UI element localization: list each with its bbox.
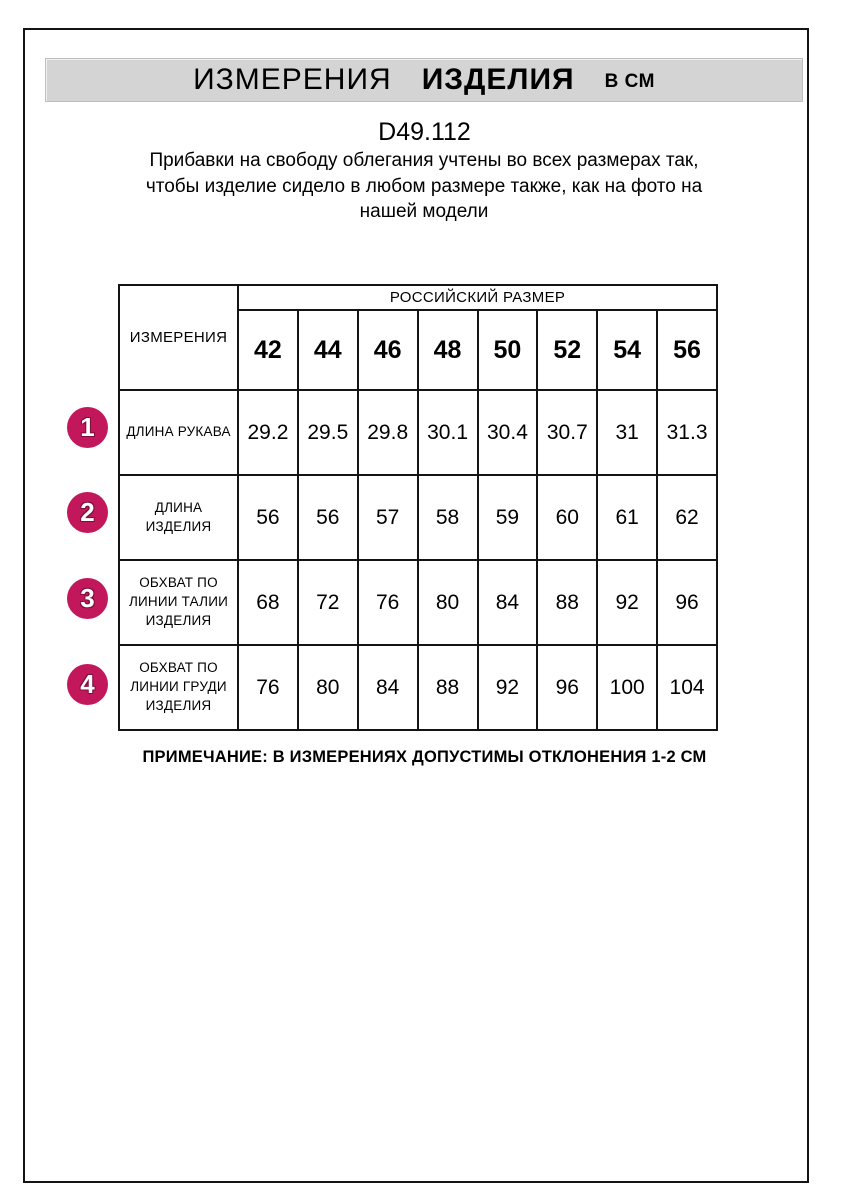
value-cell: 60 [537, 475, 597, 560]
value-cell: 59 [478, 475, 538, 560]
size-header-cell: 56 [657, 310, 717, 390]
size-header-cell: 44 [298, 310, 358, 390]
value-cell: 80 [418, 560, 478, 645]
size-table [118, 284, 718, 731]
row-number-badge-1: 1 [67, 407, 108, 448]
value-cell: 31 [597, 390, 657, 475]
model-code: D49.112 [378, 118, 471, 146]
table-row [119, 560, 717, 645]
size-header-cell: 52 [537, 310, 597, 390]
value-cell: 61 [597, 475, 657, 560]
value-cell: 92 [478, 645, 538, 730]
value-cell: 80 [298, 645, 358, 730]
page-title-unit: В СМ [604, 71, 655, 92]
value-cell: 58 [418, 475, 478, 560]
value-cell: 96 [657, 560, 717, 645]
value-cell: 104 [657, 645, 717, 730]
size-header-cell: 42 [238, 310, 298, 390]
group-header-cell: РОССИЙСКИЙ РАЗМЕР [238, 285, 717, 310]
value-cell: 29.2 [238, 390, 298, 475]
value-cell: 68 [238, 560, 298, 645]
value-cell: 56 [298, 475, 358, 560]
table-row [119, 475, 717, 560]
value-cell: 57 [358, 475, 418, 560]
size-header-cell: 54 [597, 310, 657, 390]
fit-description: Прибавки на свободу облегания учтены во всех размерах так, чтобы изделие сидело в любом размере также, как на фото на нашей модели [145, 150, 703, 223]
header-bar [45, 58, 803, 102]
value-cell: 84 [358, 645, 418, 730]
row-label: ОБХВАТ ПО ЛИНИИ ТАЛИИ ИЗДЕЛИЯ [119, 560, 238, 645]
value-cell: 31.3 [657, 390, 717, 475]
row-label: ДЛИНА РУКАВА [119, 390, 238, 475]
value-cell: 88 [537, 560, 597, 645]
tolerance-note: ПРИМЕЧАНИЕ: В ИЗМЕРЕНИЯХ ДОПУСТИМЫ ОТКЛОНЕНИЯ 1-2 СМ [142, 748, 707, 766]
value-cell: 76 [238, 645, 298, 730]
table-row [119, 390, 717, 475]
table-group-header-row [119, 285, 717, 310]
value-cell: 72 [298, 560, 358, 645]
table-row [119, 645, 717, 730]
page-title-product: ИЗДЕЛИЯ [421, 63, 575, 96]
value-cell: 84 [478, 560, 538, 645]
page-title-measurements: ИЗМЕРЕНИЯ [193, 63, 392, 96]
value-cell: 76 [358, 560, 418, 645]
value-cell: 30.4 [478, 390, 538, 475]
value-cell: 30.1 [418, 390, 478, 475]
row-label: ДЛИНА ИЗДЕЛИЯ [119, 475, 238, 560]
value-cell: 100 [597, 645, 657, 730]
value-cell: 30.7 [537, 390, 597, 475]
value-cell: 29.5 [298, 390, 358, 475]
value-cell: 96 [537, 645, 597, 730]
value-cell: 62 [657, 475, 717, 560]
value-cell: 88 [418, 645, 478, 730]
size-header-cell: 46 [358, 310, 418, 390]
value-cell: 29.8 [358, 390, 418, 475]
value-cell: 92 [597, 560, 657, 645]
size-header-cell: 50 [478, 310, 538, 390]
value-cell: 56 [238, 475, 298, 560]
row-number-badge-3: 3 [67, 578, 108, 619]
row-number-badge-2: 2 [67, 492, 108, 533]
row-label: ОБХВАТ ПО ЛИНИИ ГРУДИ ИЗДЕЛИЯ [119, 645, 238, 730]
row-number-badge-4: 4 [67, 664, 108, 705]
size-header-cell: 48 [418, 310, 478, 390]
corner-header-cell: ИЗМЕРЕНИЯ [119, 285, 238, 390]
